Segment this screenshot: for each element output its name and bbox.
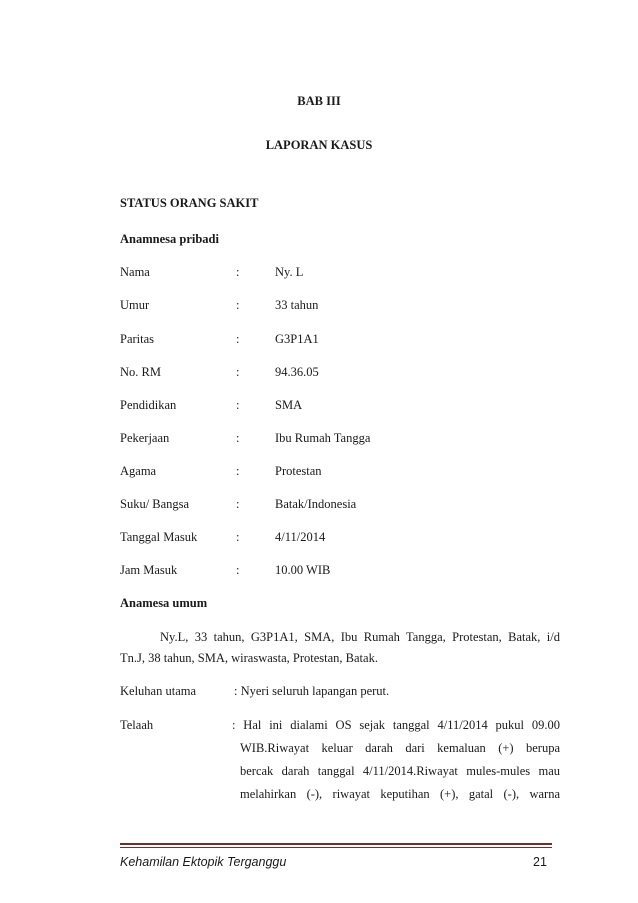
anamnesa-umum-heading: Anamesa umum xyxy=(120,596,208,610)
row-separator: : xyxy=(236,431,240,445)
telaah-label: Telaah xyxy=(120,718,154,732)
row-separator: : xyxy=(236,464,240,478)
row-value: Ibu Rumah Tangga xyxy=(275,431,371,445)
row-value: Batak/Indonesia xyxy=(275,497,357,511)
page-number: 21 xyxy=(533,855,547,869)
row-separator: : xyxy=(236,265,240,279)
row-value: 10.00 WIB xyxy=(275,563,331,577)
row-label: Pekerjaan xyxy=(120,431,170,445)
footer-title: Kehamilan Ektopik Terganggu xyxy=(120,855,287,869)
telaah-line: melahirkan (-), riwayat keputihan (+), gatal (-), warna xyxy=(240,787,560,801)
paragraph-line: Tn.J, 38 tahun, SMA, wiraswasta, Protestan, Batak. xyxy=(120,651,378,665)
telaah-line: WIB.Riwayat keluar darah dari kemaluan (+) berupa xyxy=(240,741,560,755)
row-separator: : xyxy=(236,497,240,511)
keluhan-utama-value: : Nyeri seluruh lapangan perut. xyxy=(234,684,390,698)
row-label: Umur xyxy=(120,298,150,312)
footer-divider xyxy=(120,843,552,845)
telaah-line: : Hal ini dialami OS sejak tanggal 4/11/2014 pukul 09.00 xyxy=(232,718,560,732)
row-label: Agama xyxy=(120,464,157,478)
anamnesa-pribadi-heading: Anamnesa pribadi xyxy=(120,232,219,246)
row-label: Nama xyxy=(120,265,150,279)
row-label: Jam Masuk xyxy=(120,563,178,577)
row-label: Tanggal Masuk xyxy=(120,530,198,544)
chapter-title: LAPORAN KASUS xyxy=(265,138,373,152)
row-value: 94.36.05 xyxy=(275,365,319,379)
row-value: 33 tahun xyxy=(275,298,319,312)
row-value: 4/11/2014 xyxy=(275,530,326,544)
chapter-number: BAB III xyxy=(297,94,341,108)
row-separator: : xyxy=(236,563,240,577)
row-separator: : xyxy=(236,365,240,379)
row-label: Suku/ Bangsa xyxy=(120,497,190,511)
row-label: No. RM xyxy=(120,365,161,379)
section-title: STATUS ORANG SAKIT xyxy=(120,196,259,210)
row-value: G3P1A1 xyxy=(275,332,319,346)
row-label: Paritas xyxy=(120,332,155,346)
paragraph-line: Ny.L, 33 tahun, G3P1A1, SMA, Ibu Rumah Tangga, Protestan, Batak, i/d xyxy=(160,630,560,644)
row-separator: : xyxy=(236,298,240,312)
row-separator: : xyxy=(236,332,240,346)
telaah-line: bercak darah tanggal 4/11/2014.Riwayat mules-mules mau xyxy=(240,764,560,778)
row-separator: : xyxy=(236,398,240,412)
row-separator: : xyxy=(236,530,240,544)
row-label: Pendidikan xyxy=(120,398,177,412)
row-value: Ny. L xyxy=(275,265,304,279)
row-value: Protestan xyxy=(275,464,322,478)
keluhan-utama-label: Keluhan utama xyxy=(120,684,197,698)
row-value: SMA xyxy=(275,398,303,412)
footer-divider-thin xyxy=(120,847,552,848)
